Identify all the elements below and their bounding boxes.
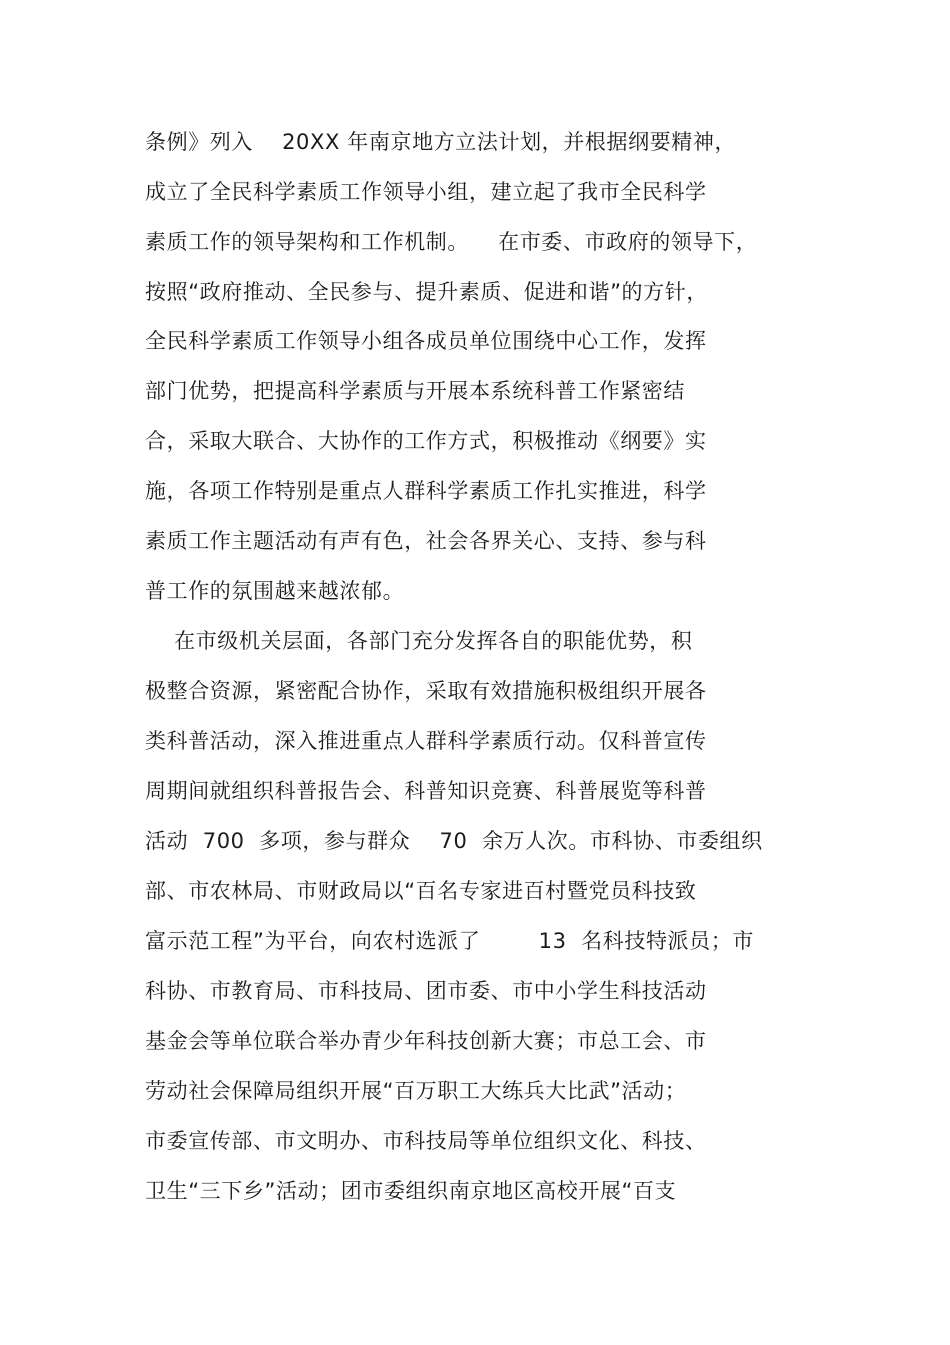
text-line: 合，采取大联合、大协作的工作方式，积极推动《纲要》实 xyxy=(145,429,707,453)
text-line: 基金会等单位联合举办青少年科技创新大赛；市总工会、市 xyxy=(145,1029,707,1053)
text-line: 普工作的氛围越来越浓郁。 xyxy=(145,579,405,603)
text-line: 劳动社会保障局组织开展“百万职工大练兵大比武”活动； xyxy=(145,1079,687,1103)
text-line: 全民科学素质工作领导小组各成员单位围绕中心工作，发挥 xyxy=(145,329,707,353)
text-line: 卫生“三下乡”活动；团市委组织南京地区高校开展“百支 xyxy=(145,1179,677,1203)
text-line: 周期间就组织科普报告会、科普知识竞赛、科普展览等科普 xyxy=(145,779,707,803)
text-line: 素质工作的领导架构和工作机制。 在市委、市政府的领导下， xyxy=(145,230,758,254)
text-line: 条例》列入 20XX 年南京地方立法计划，并根据纲要精神， xyxy=(145,130,737,154)
text-line: 成立了全民科学素质工作领导小组，建立起了我市全民科学 xyxy=(145,180,707,204)
text-line: 类科普活动，深入推进重点人群科学素质行动。仅科普宣传 xyxy=(145,729,707,753)
text-line: 科协、市教育局、市科技局、团市委、市中小学生科技活动 xyxy=(145,979,707,1003)
text-line: 部、市农林局、市财政局以“百名专家进百村暨党员科技致 xyxy=(145,879,697,903)
text-line: 部门优势，把提高科学素质与开展本系统科普工作紧密结 xyxy=(145,379,685,403)
text-line: 活动 700 多项，参与群众 70 余万人次。市科协、市委组织 xyxy=(145,829,763,853)
text-line: 在市级机关层面，各部门充分发挥各自的职能优势，积 xyxy=(145,629,693,653)
text-line: 按照“政府推动、全民参与、提升素质、促进和谐”的方针， xyxy=(145,280,708,304)
text-line: 市委宣传部、市文明办、市科技局等单位组织文化、科技、 xyxy=(145,1129,707,1153)
text-line: 富示范工程”为平台，向农村选派了 13 名科技特派员；市 xyxy=(145,929,754,953)
text-line: 施，各项工作特别是重点人群科学素质工作扎实推进，科学 xyxy=(145,479,707,503)
text-line: 素质工作主题活动有声有色，社会各界关心、支持、参与科 xyxy=(145,529,707,553)
text-line: 极整合资源，紧密配合协作，采取有效措施积极组织开展各 xyxy=(145,679,707,703)
